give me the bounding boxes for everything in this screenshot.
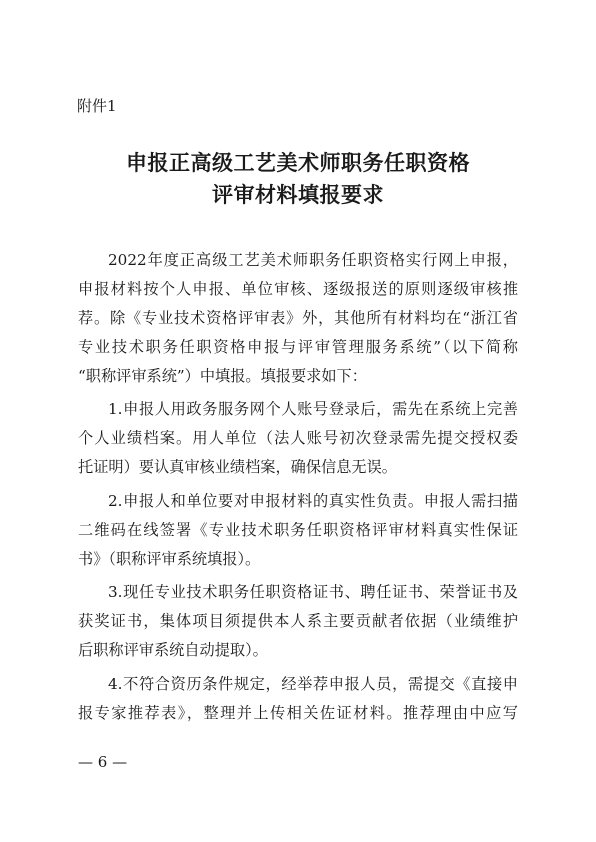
paragraph-item-3-line: 3.现任专业技术职务任职资格证书、聘任证书、荣誉证书及	[108, 583, 518, 601]
paragraph-intro-line: “职称评审系统”）中填报。填报要求如下：	[78, 367, 367, 385]
page-number: — 6 —	[78, 753, 128, 771]
paragraph-item-1-line: 1.申报人用政务服务网个人账号登录后，需先在系统上完善	[108, 400, 518, 418]
paragraph-intro-line: 荐。除《专业技术资格评审表》外，其他所有材料均在“浙江省	[78, 309, 518, 327]
document-title-line-2: 评审材料填报要求	[212, 182, 384, 207]
paragraph-item-4-line: 4.不符合资历条件规定，经举荐申报人员，需提交《直接申	[108, 675, 518, 693]
attachment-label: 附件1	[77, 97, 117, 115]
paragraph-item-1-line: 个人业绩档案。用人单位（法人账号初次登录需先提交授权委	[78, 429, 518, 447]
paragraph-item-3-line: 获奖证书，集体项目须提供本人系主要贡献者依据（业绩维护	[78, 612, 518, 630]
paragraph-intro-line: 2022年度正高级工艺美术师职务任职资格实行网上申报，	[108, 251, 518, 269]
paragraph-item-3-line: 后职称评审系统自动提取）。	[78, 641, 268, 659]
paragraph-intro-line: 申报材料按个人申报、单位审核、逐级报送的原则逐级审核推	[78, 280, 518, 298]
paragraph-item-1-line: 托证明）要认真审核业绩档案，确保信息无误。	[78, 458, 397, 476]
paragraph-item-2-line: 2.申报人和单位要对申报材料的真实性负责。申报人需扫描	[108, 492, 518, 510]
paragraph-item-2-line: 二维码在线签署《专业技术职务任职资格评审材料真实性保证	[78, 521, 518, 539]
paragraph-item-4-line: 报专家推荐表》，整理并上传相关佐证材料。推荐理由中应写	[78, 704, 518, 722]
paragraph-intro-line: 专业技术职务任职资格申报与评审管理服务系统”（以下简称	[78, 338, 518, 356]
document-title-line-1: 申报正高级工艺美术师职务任职资格	[126, 150, 470, 175]
paragraph-item-2-line: 书》（职称评审系统填报）。	[78, 550, 261, 568]
